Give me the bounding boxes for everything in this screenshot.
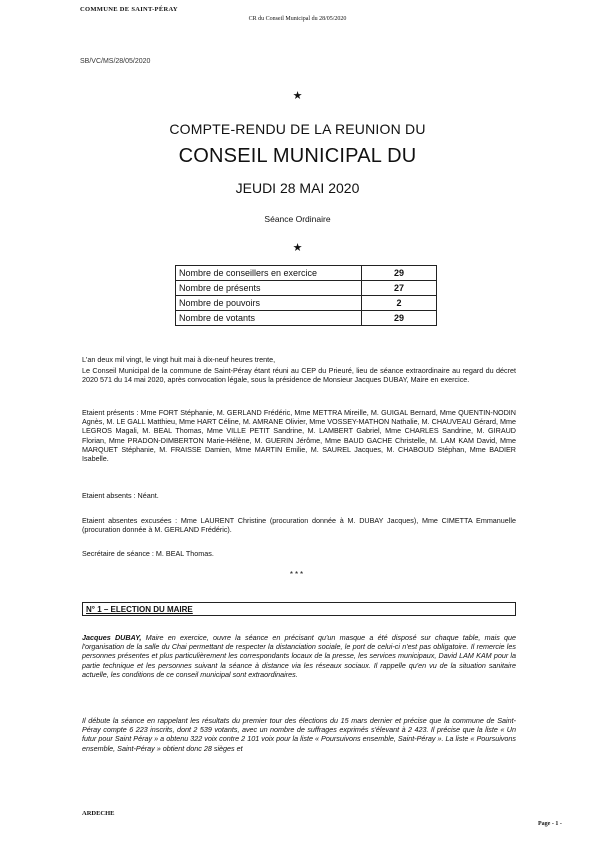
- header-document-ref: CR du Conseil Municipal du 28/05/2020: [248, 16, 347, 22]
- section-paragraph-1: [82, 633, 516, 679]
- row-value: 29: [362, 266, 437, 281]
- row-label: Nombre de pouvoirs: [176, 296, 362, 311]
- attendance-table: [175, 265, 437, 326]
- table-row: [176, 281, 437, 296]
- opening-paragraph: L'an deux mil vingt, le vingt huit mai à dix-neuf heures trente,: [82, 355, 276, 364]
- meeting-location-paragraph: Le Conseil Municipal de la commune de Saint-Péray étant réuni au CEP du Prieuré, lieu de séance extraordinaire au regard du décret 2020 571 du 14 mai 2020, après convocation légale, sous la présidence de Monsieur Jacques DUBAY, Maire en exercice.: [82, 366, 516, 385]
- row-label: Nombre de présents: [176, 281, 362, 296]
- table-row: [176, 296, 437, 311]
- footer-department: ARDECHE: [82, 810, 115, 817]
- row-label: Nombre de votants: [176, 311, 362, 326]
- title-line-2: CONSEIL MUNICIPAL DU: [178, 145, 417, 167]
- page-number: Page - 1 -: [538, 821, 562, 827]
- session-type: Séance Ordinaire: [264, 214, 331, 224]
- row-value: 29: [362, 311, 437, 326]
- speaker-name: Jacques DUBAY,: [82, 633, 142, 642]
- star-ornament-bottom: ★: [292, 242, 303, 254]
- secretary-paragraph: Secrétaire de séance : M. BEAL Thomas.: [82, 549, 214, 558]
- title-line-3: JEUDI 28 MAI 2020: [235, 180, 360, 196]
- document-reference: SB/VC/MS/28/05/2020: [80, 58, 151, 65]
- table-row: [176, 266, 437, 281]
- present-members-paragraph: Etaient présents : Mme FORT Stéphanie, M. GERLAND Frédéric, Mme METTRA Mireille, M. GUIGAL Bernard, Mme QUENTIN-NODIN Agnès, M. LE GALL Matthieu, Mme HART Céline, M. AMRANE Olivier, Mme VOSSEY-MATHON Nathalie, M. CHAUVEAU Gérard, Mme LEGROS Magali, M. BEAL Thomas, Mme VILLE PETIT Sandrine, M. LAMBERT Gabriel, Mme CHARLES Sandrine, M. GIRAUD Florian, Mme PRADON-DIMBERTON Marie-Hélène, M. GUERIN Jérôme, Mme BAUD GACHE Christelle, M. LAM KAM David, Mme MARQUET Stéphanie, M. FRAISSE Damien, Mme MARTIN Emilie, M. SAUREL Jacques, M. CHABOUD Stéphan, Mme BADIER Isabelle.: [82, 408, 516, 464]
- excused-paragraph: Etaient absentes excusées : Mme LAURENT Christine (procuration donnée à M. DUBAY Jacques), Mme CIMETTA Emmanuelle (procuration donnée à M. GERLAND Frédéric).: [82, 516, 516, 535]
- row-value: 2: [362, 296, 437, 311]
- absent-paragraph: Etaient absents : Néant.: [82, 491, 159, 500]
- row-label: Nombre de conseillers en exercice: [176, 266, 362, 281]
- separator: ***: [289, 570, 306, 579]
- section-paragraph-2: Il débute la séance en rappelant les résultats du premier tour des élections du 15 mars dernier et précise que la commune de Saint-Péray compte 6 223 inscrits, dont 2 539 votants, avec un nombre de suffrages exprimés s'élevant à 2 423. Il précise que la liste « Un futur pour Saint Péray » a obtenu 322 voix contre 2 101 voix pour la liste « Poursuivons ensemble, Saint-Péray ». La liste « Poursuivons ensemble, Saint-Péray » obtient donc 28 sièges et: [82, 716, 516, 753]
- section-paragraph-1-text: Maire en exercice, ouvre la séance en précisant qu'un masque a été disposé sur chaque table, mais que l'organisation de la salle du Chai permettant de respecter la distanciation sociale, le port de celui-ci n'est pas obligatoire. Il remercie les personnes présentes et plus particulièrement les correspondants locaux de la presse, les services municipaux, David LAM KAM pour la partie technique et les personnes suivant la séance à distance via les réseaux sociaux. Il rappelle qu'en vu de la situation sanitaire actuelle, les conditions de ce conseil municipal sont extraordinaires.: [82, 633, 517, 679]
- title-line-1: COMPTE-RENDU DE LA REUNION DU: [169, 121, 426, 137]
- table-row: [176, 311, 437, 326]
- star-ornament-top: ★: [292, 90, 303, 102]
- row-value: 27: [362, 281, 437, 296]
- header-commune: COMMUNE DE SAINT-PÉRAY: [80, 6, 178, 13]
- section-title: N° 1 – ELECTION DU MAIRE: [86, 605, 193, 614]
